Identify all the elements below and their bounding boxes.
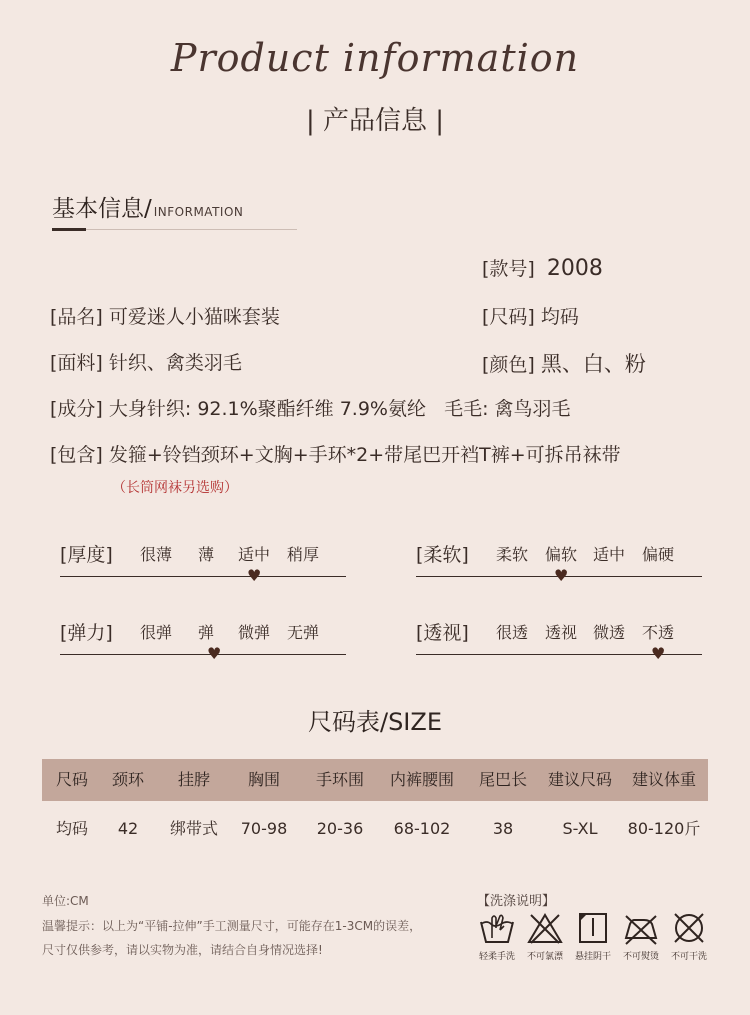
scale-option: 弹 bbox=[198, 623, 215, 642]
section-subtitle: INFORMATION bbox=[153, 205, 244, 219]
wash-label: 不可干洗 bbox=[670, 952, 707, 962]
scale-option: 很薄 bbox=[140, 545, 173, 564]
scale-option: 适中 bbox=[238, 545, 271, 564]
section-heading bbox=[52, 190, 243, 223]
scale-option: 很透 bbox=[496, 623, 529, 642]
hang-dry-icon bbox=[574, 910, 612, 946]
scale-option: 适中 bbox=[593, 545, 626, 564]
tip-line-2: 尺寸仅供参考，请以实物为准，请结合自身情况选择! bbox=[42, 943, 323, 957]
info-fabric bbox=[50, 348, 242, 375]
section-divider bbox=[52, 229, 297, 230]
scale-label: [厚度] bbox=[60, 544, 113, 566]
size-table-cell: 42 bbox=[117, 819, 139, 838]
size-table-header: 尺码 bbox=[55, 770, 88, 789]
scale-option: 稍厚 bbox=[287, 545, 320, 564]
heart-marker-icon: ♥ bbox=[207, 644, 222, 663]
scale-label: [柔软] bbox=[416, 544, 469, 566]
wash-label: 悬挂阴干 bbox=[574, 952, 611, 962]
section-title: 基本信息/ bbox=[52, 196, 152, 222]
scale-option: 偏软 bbox=[545, 545, 578, 564]
scale-option: 偏硬 bbox=[642, 545, 675, 564]
scale-option: 微透 bbox=[593, 623, 626, 642]
no-dry-clean-icon bbox=[670, 910, 708, 946]
size-table-header: 内裤腰围 bbox=[389, 770, 454, 789]
info-size-value: 均码 bbox=[540, 306, 579, 328]
section-divider-accent bbox=[52, 228, 86, 231]
no-iron-icon bbox=[622, 910, 660, 946]
info-note: （长筒网袜另选购） bbox=[112, 480, 238, 496]
size-table-header: 手环围 bbox=[315, 770, 364, 789]
wash-title: 【洗涤说明】 bbox=[477, 894, 556, 909]
size-table-header: 颈环 bbox=[111, 770, 144, 789]
size-table-cell: 20-36 bbox=[316, 819, 364, 838]
unit-note: 单位:CM bbox=[42, 894, 89, 908]
size-table-cell: 38 bbox=[492, 819, 514, 838]
info-color bbox=[482, 348, 646, 378]
info-size bbox=[482, 302, 579, 329]
script-title: Product information bbox=[170, 36, 580, 80]
no-bleach-icon bbox=[526, 910, 564, 946]
info-fabric-key: [面料] bbox=[50, 352, 103, 374]
scale-line bbox=[60, 654, 346, 655]
wash-label: 不可氯漂 bbox=[526, 952, 563, 962]
wash-label: 轻柔手洗 bbox=[478, 952, 515, 962]
size-table-cell: S-XL bbox=[562, 819, 598, 838]
info-color-value: 黑、白、粉 bbox=[540, 352, 646, 376]
info-size-key: [尺码] bbox=[482, 306, 535, 328]
scale-option: 透视 bbox=[545, 623, 578, 642]
info-name-key: [品名] bbox=[50, 306, 103, 328]
scale-label: [弹力] bbox=[60, 622, 113, 644]
info-includes-value: 发箍+铃铛颈环+文胸+手环*2+带尾巴开裆T裤+可拆吊袜带 bbox=[108, 444, 621, 466]
scale-option: 薄 bbox=[198, 545, 215, 564]
scale-option: 柔软 bbox=[496, 545, 529, 564]
size-table-title: 尺码表/SIZE bbox=[307, 708, 442, 736]
heart-marker-icon: ♥ bbox=[247, 566, 262, 585]
wash-label: 不可熨烫 bbox=[622, 952, 659, 962]
size-table-cell: 绑带式 bbox=[169, 819, 218, 838]
size-table-header: 尾巴长 bbox=[478, 770, 527, 789]
scale-option: 无弹 bbox=[287, 623, 320, 642]
size-table-header: 建议尺码 bbox=[547, 770, 612, 789]
heart-marker-icon: ♥ bbox=[554, 566, 569, 585]
page-title: | 产品信息 | bbox=[305, 106, 445, 136]
info-model-value: 2008 bbox=[546, 256, 603, 281]
scale-option: 微弹 bbox=[238, 623, 271, 642]
size-table-cell: 70-98 bbox=[240, 819, 288, 838]
info-composition bbox=[50, 394, 571, 421]
hand-wash-icon bbox=[478, 910, 516, 946]
info-model bbox=[482, 254, 603, 281]
size-table-cell: 均码 bbox=[55, 819, 88, 838]
info-includes bbox=[50, 440, 621, 467]
info-color-key: [颜色] bbox=[482, 354, 535, 376]
size-table-header: 挂脖 bbox=[177, 770, 210, 789]
scale-option: 不透 bbox=[642, 623, 675, 642]
info-model-key: [款号] bbox=[482, 258, 535, 280]
size-table-header: 建议体重 bbox=[631, 770, 696, 789]
heart-marker-icon: ♥ bbox=[651, 644, 666, 663]
scale-label: [透视] bbox=[416, 622, 469, 644]
info-fabric-value: 针织、禽类羽毛 bbox=[108, 352, 242, 374]
info-name bbox=[50, 302, 280, 329]
size-table-header: 胸围 bbox=[247, 770, 280, 789]
info-name-value: 可爱迷人小猫咪套装 bbox=[108, 306, 280, 328]
size-table-cell: 80-120斤 bbox=[627, 819, 701, 838]
scale-option: 很弹 bbox=[140, 623, 173, 642]
info-includes-key: [包含] bbox=[50, 444, 103, 466]
info-composition-key: [成分] bbox=[50, 398, 103, 420]
size-table-cell: 68-102 bbox=[393, 819, 451, 838]
tip-line-1: 温馨提示：以上为“平铺-拉伸”手工测量尺寸，可能存在1-3CM的误差， bbox=[42, 919, 422, 933]
info-composition-value: 大身针织: 92.1%聚酯纤维 7.9%氨纶 毛毛: 禽鸟羽毛 bbox=[108, 398, 571, 420]
scale-line bbox=[60, 576, 346, 577]
